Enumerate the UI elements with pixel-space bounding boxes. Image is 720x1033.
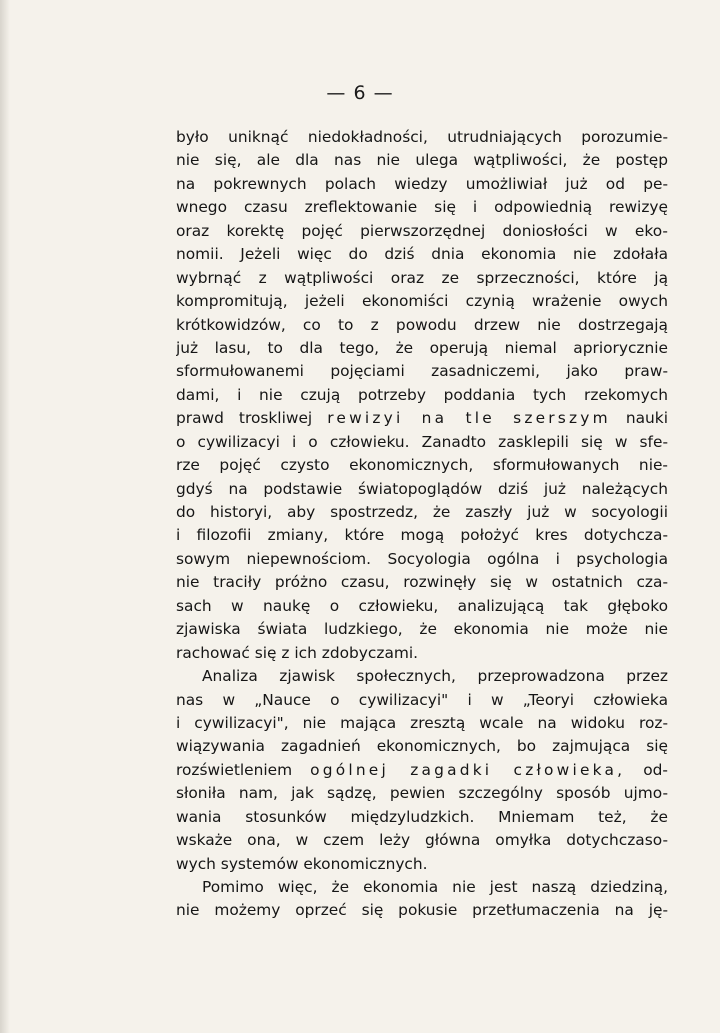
text-line: nie traciły próżno czasu, rozwinęły się w ostatnich cza- xyxy=(176,573,668,592)
text-line: na pokrewnych polach wiedzy umożliwiał już od pe- xyxy=(176,174,668,193)
text-line: gdyś na podstawie światopoglądów dziś już należących xyxy=(176,479,668,498)
text-line: i filozofii zmiany, które mogą położyć kres dotychcza- xyxy=(176,526,668,545)
text-line: wnego czasu zreflektowanie się i odpowiednią rewizyę xyxy=(176,198,668,217)
text-line: wania stosunków międzyludzkich. Mniemam też, że xyxy=(176,807,668,826)
text-fragment: rozświetleniem xyxy=(176,760,311,779)
text-line xyxy=(176,407,668,430)
text-line: nas w „Nauce o cywilizacyi" i w „Teoryi człowieka xyxy=(176,690,668,709)
text-line: o cywilizacyi i o człowieku. Zanadto zasklepili się w sfe- xyxy=(176,432,668,451)
page-number: — 6 — xyxy=(326,82,394,104)
text-line: wych systemów ekonomicznych. xyxy=(176,854,428,873)
text-line: było uniknąć niedokładności, utrudniających porozumie- xyxy=(176,128,668,146)
text-line: i cywilizacyi", nie mająca zresztą wcale na widoku roz- xyxy=(176,713,668,732)
page-edge-shadow xyxy=(0,0,10,1033)
text-line xyxy=(176,759,668,782)
text-line: rachować się z ich zdobyczami. xyxy=(176,643,419,662)
text-line: sach w naukę o człowieku, analizującą tak głęboko xyxy=(176,596,668,615)
text-line: Analiza zjawisk społecznych, przeprowadzona przez xyxy=(202,667,668,686)
text-line: wskaże ona, w czem leży główna omyłka dotychczaso- xyxy=(176,831,668,850)
text-line: wiązywania zagadnień ekonomicznych, bo zajmująca się xyxy=(176,737,668,756)
text-line: nie się, ale dla nas nie ulega wątpliwości, że postęp xyxy=(176,151,668,170)
text-line: dami, i nie czują potrzeby poddania tych rzekomych xyxy=(176,385,668,404)
text-line: sformułowanemi pojęciami zasadniczemi, jako praw- xyxy=(176,362,668,381)
text-line: oraz korektę pojęć pierwszorzędnej doniosłości w eko- xyxy=(176,221,668,240)
text-line: krótkowidzów, co to z powodu drzew nie dostrzegają xyxy=(176,315,668,334)
text-line: sowym niepewnościom. Socyologia ogólna i psychologia xyxy=(176,549,668,568)
text-line: kompromitują, jeżeli ekonomiści czynią wrażenie owych xyxy=(176,292,668,311)
text-line: już lasu, to dla tego, że operują niemal apriorycznie xyxy=(176,338,668,357)
spaced-emphasis: rewizyi na tle szerszym xyxy=(327,409,611,428)
text-line: słoniła nam, jak sądzę, pewien szczególny sposób ujmo- xyxy=(176,784,668,803)
body-text xyxy=(176,126,668,923)
text-line: Pomimo więc, że ekonomia nie jest naszą dziedziną, xyxy=(202,878,668,896)
text-fragment: nauki xyxy=(610,409,668,428)
spaced-emphasis: ogólnej zagadki człowieka, xyxy=(310,760,626,779)
text-line: rze pojęć czysto ekonomicznych, sformułowanych nie- xyxy=(176,456,668,475)
text-line: wybrnąć z wątpliwości oraz ze sprzeczności, które ją xyxy=(176,268,668,287)
text-line: zjawiska świata ludzkiego, że ekonomia nie może nie xyxy=(176,620,668,639)
text-line: nomii. Jeżeli więc do dziś dnia ekonomia nie zdołała xyxy=(176,245,668,264)
text-line: do historyi, aby spostrzedz, że zaszły już w socyologii xyxy=(176,503,668,521)
text-line: nie możemy oprzeć się pokusie przetłumaczenia na ję- xyxy=(176,901,668,920)
text-fragment: od- xyxy=(625,760,668,779)
text-fragment: prawd troskliwej xyxy=(176,409,328,428)
